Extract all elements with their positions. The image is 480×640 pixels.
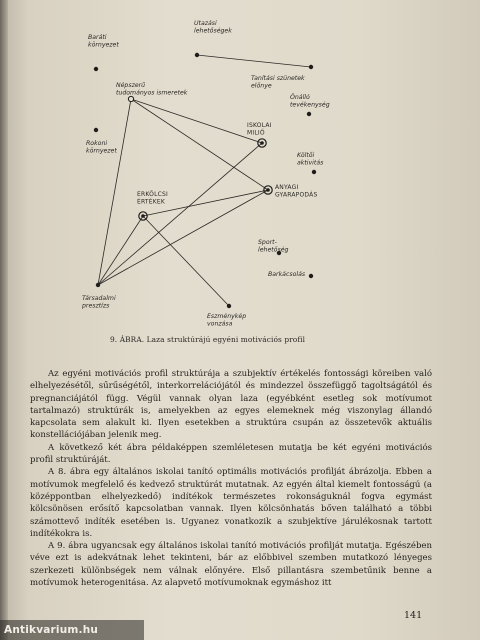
node-label-line: Népszerű — [116, 82, 146, 89]
node-anyagi — [264, 184, 318, 199]
node-label-line: aktivitás — [297, 159, 324, 167]
node-label-line: Sport- — [258, 239, 277, 246]
figure-caption: 9. ÁBRA. Laza struktúrájú egyéni motivációs profil — [110, 335, 306, 344]
node-marker-dot — [94, 67, 98, 71]
edge-iskolai-tarsadalmi — [98, 143, 262, 285]
node-label-line: lehetőségek — [194, 27, 232, 35]
node-onallo — [290, 92, 330, 116]
edge-anyagi-tarsadalmi — [98, 190, 268, 285]
node-label-line: Barkácsolás — [268, 271, 306, 278]
node-label-line: tevékenység — [290, 101, 330, 109]
node-label-line: lehetőség — [258, 246, 289, 254]
node-koltoi — [297, 150, 324, 174]
node-label-line: ANYAGI — [275, 184, 299, 191]
node-iskolai — [247, 122, 272, 147]
node-marker-center — [260, 141, 264, 145]
node-marker-center — [141, 214, 145, 218]
body-text — [30, 368, 432, 589]
node-tarsadalmi — [81, 283, 116, 310]
page-number: 141 — [404, 610, 423, 621]
watermark-logo[interactable]: Antikvarium.hu — [0, 620, 144, 640]
node-sport — [258, 238, 288, 255]
node-label-line: GYARAPODÁS — [275, 191, 318, 199]
node-label-line: ISKOLAI — [247, 122, 272, 129]
node-barati — [88, 33, 119, 71]
node-label-line: ERKÖLCSI — [137, 191, 168, 198]
node-erkolcsi — [137, 191, 168, 220]
paragraph-2: A következő két ábra példaképpen szemléletesen mutatja be két egyéni motivációs profil struktúráját. — [30, 442, 432, 466]
node-label-line: Tanítási szünetek — [251, 75, 305, 82]
node-label-line: Társadalmi — [82, 295, 116, 302]
node-label-line: Költői — [297, 152, 315, 159]
node-marker-hollow — [128, 96, 133, 101]
node-marker-dot — [309, 65, 313, 69]
node-marker-dot — [227, 304, 231, 308]
node-label-line: környezet — [86, 147, 117, 155]
edge-utazasi-tanitasi — [197, 55, 311, 67]
edge-nepszeru-iskolai — [131, 99, 262, 143]
node-barkacsolas — [268, 270, 313, 278]
node-label-line: tudományos ismeretek — [116, 89, 188, 97]
node-label-line: Rokoni — [86, 140, 108, 147]
node-label-line: Utazási — [194, 20, 217, 27]
node-label-line: ÉRTÉKEK — [137, 198, 166, 206]
node-eszmenykep — [207, 304, 246, 328]
node-label-line: környezet — [88, 41, 119, 49]
edge-erkolcsi-tarsadalmi — [98, 216, 143, 285]
node-label-line: presztízs — [82, 302, 110, 310]
node-marker-center — [266, 188, 270, 192]
paragraph-1: Az egyéni motivációs profil struktúrája a szubjektív értékelés fontossági köreiben való elhelyezésétől, sűrűségétől, interkorrelációjától és mindezzel összefüggő tagoltságától és pregnanciájától függ. Végül vannak olyan laza (egyébként esetleg sok motívumot tartalmazó) struktúrák is, amelyekben az egyes elemeknek még viszonylag állandó kapcsolata sem alakult ki. Ilyen esetekben a struktúra csupán az összetevők aktuális konstellációjában jelenik meg. — [30, 369, 432, 441]
node-nepszeru — [116, 80, 188, 102]
node-marker-dot — [307, 112, 311, 116]
edge-nepszeru-tarsadalmi — [98, 99, 131, 285]
node-utazasi — [194, 19, 232, 57]
node-label-line: vonzása — [207, 320, 233, 328]
node-label-line: előnye — [251, 82, 272, 90]
node-label-line: Önálló — [290, 94, 310, 101]
node-marker-dot — [312, 170, 316, 174]
node-marker-dot — [195, 53, 199, 57]
node-rokoni — [86, 128, 117, 155]
node-label-line: MILIŐ — [247, 129, 265, 137]
node-marker-dot — [96, 283, 100, 287]
paragraph-3: A 8. ábra egy általános iskolai tanító optimális motivációs profilját ábrázolja. Ebben a motívumok megfelelő és kedvező struktúrát mutatnak. Az egyén által kiemelt fontosságú (a középpontban elhelyezkedő) indítékok természetes rokonságuknál fogva egymást kölcsönösen erősítő kapcsolatban vannak. Ilyen kölcsönhatás bőven található a többi számottevő indíték esetében is. Ugyanez vonatkozik a szubjektíve járulékosnak tartott indítékokra is. — [30, 467, 432, 539]
node-marker-dot — [309, 274, 313, 278]
edge-erkolcsi-eszmenykep — [143, 216, 229, 306]
node-label-line: Baráti — [88, 34, 107, 41]
paragraph-4: A 9. ábra ugyancsak egy általános iskolai tanító motivációs profilját mutatja. Egészében véve ezt is adekvátnak lehet tekinteni, bár az előbbivel szemben mutatkozó lényeges szerkezeti különbségek nem válnak előnyére. Első pillantásra szembetűnik benne a motívumok heterogenitása. Az alapvető motívumoknak egymáshoz itt — [30, 541, 432, 589]
node-label-line: Eszménykép — [207, 313, 247, 320]
edge-nepszeru-anyagi — [131, 99, 268, 190]
node-tanitasi — [251, 65, 313, 90]
node-marker-dot — [94, 128, 98, 132]
